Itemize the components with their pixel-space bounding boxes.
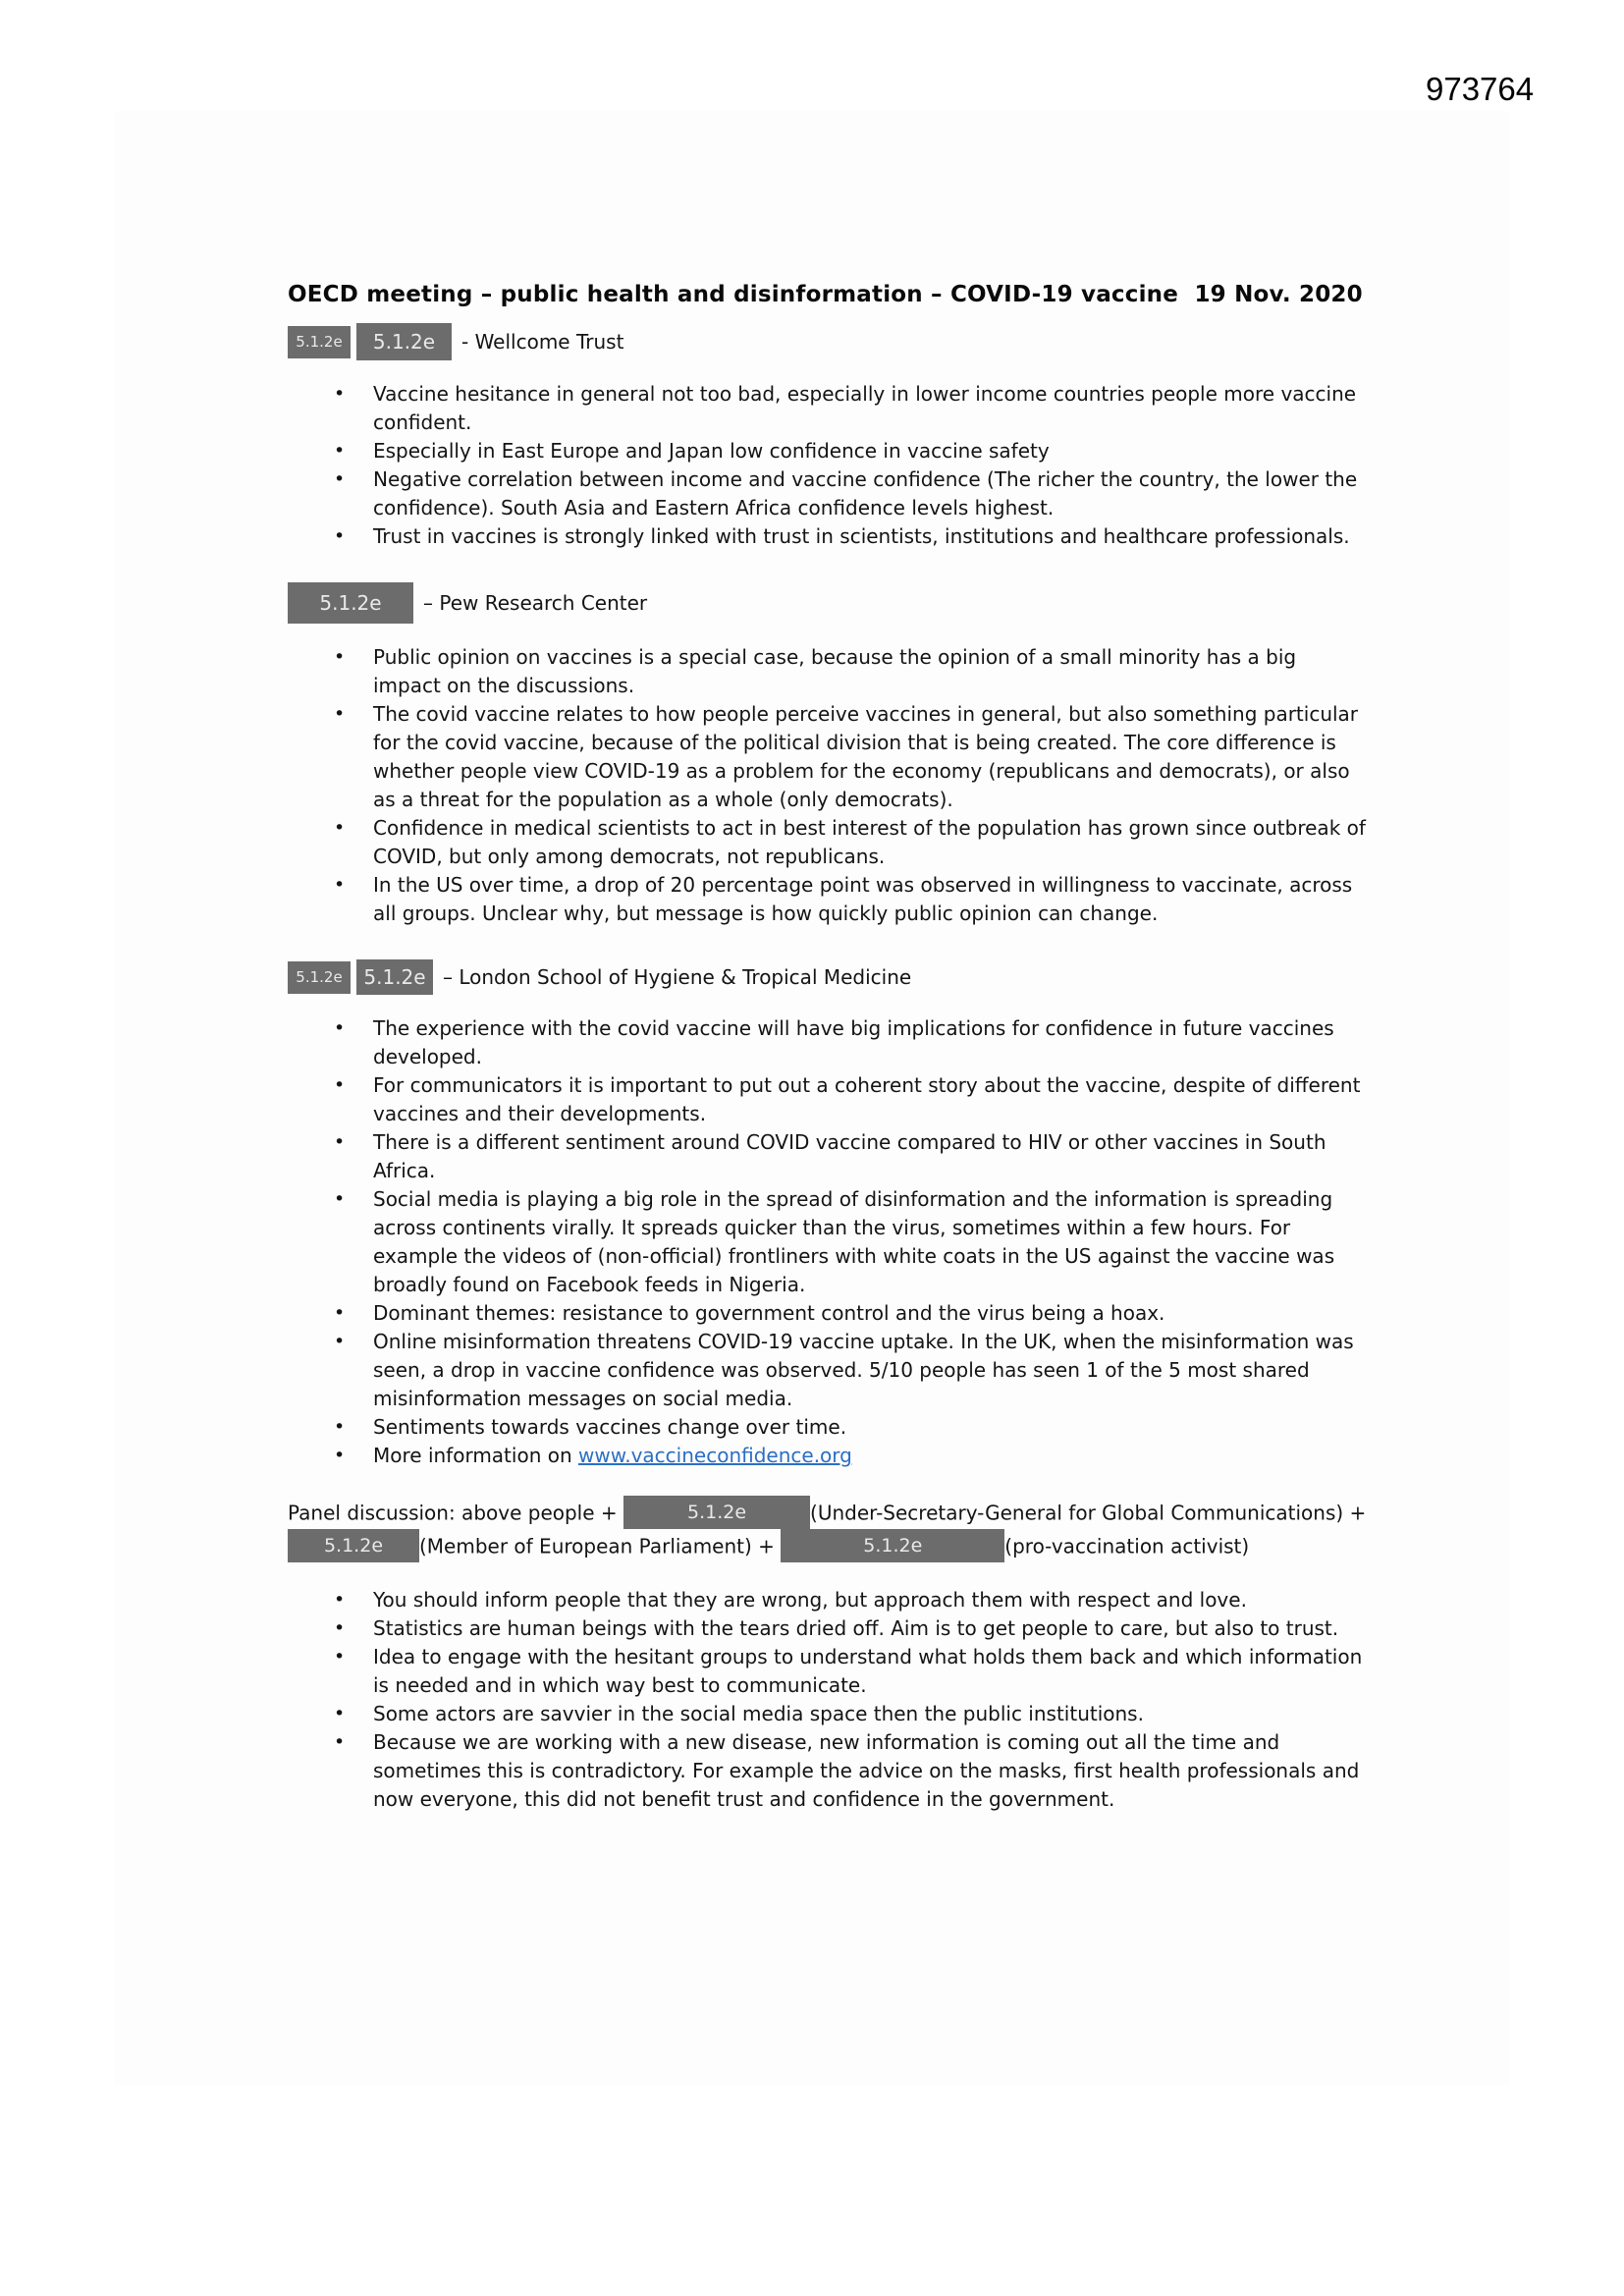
list-item bbox=[288, 1643, 1368, 1700]
section-header-london-school bbox=[288, 959, 1368, 995]
list-item bbox=[288, 380, 1368, 437]
section-header-wellcome-trust bbox=[288, 323, 1368, 360]
redaction-box: 5.1.2e bbox=[356, 323, 452, 360]
bullet-text: Public opinion on vaccines is a special case, because the opinion of a small minority has a big impact on the discussions. bbox=[373, 645, 1297, 697]
bullet-icon: • bbox=[334, 646, 346, 668]
section-label: - Wellcome Trust bbox=[461, 329, 624, 354]
section-label: – London School of Hygiene & Tropical Medicine bbox=[443, 964, 912, 989]
redaction-box: 5.1.2e bbox=[356, 959, 433, 995]
bullet-text-prefix: More information on bbox=[373, 1444, 578, 1467]
redaction-box: 5.1.2e bbox=[288, 582, 413, 624]
bullet-text: Some actors are savvier in the social media space then the public institutions. bbox=[373, 1702, 1144, 1725]
list-item bbox=[288, 643, 1368, 700]
bullet-icon: • bbox=[334, 383, 346, 405]
bullet-icon: • bbox=[334, 525, 346, 547]
list-item bbox=[288, 465, 1368, 522]
bullet-text: Especially in East Europe and Japan low confidence in vaccine safety bbox=[373, 439, 1050, 463]
list-item bbox=[288, 871, 1368, 928]
bullet-text bbox=[373, 1442, 1368, 1470]
list-item bbox=[288, 1442, 1368, 1470]
bullet-icon: • bbox=[334, 1331, 346, 1352]
bullet-text: In the US over time, a drop of 20 percentage point was observed in willingness to vaccinate, across all groups. Unclear why, but message is how quickly public opinion can change. bbox=[373, 873, 1353, 925]
document-content bbox=[288, 281, 1368, 1814]
panel-discussion-paragraph bbox=[288, 1498, 1368, 1564]
section-header-pew-research-center bbox=[288, 582, 1368, 624]
bullet-icon: • bbox=[334, 817, 346, 839]
bullet-text: Dominant themes: resistance to government control and the virus being a hoax. bbox=[373, 1301, 1165, 1325]
panel-text: Panel discussion: above people + bbox=[288, 1501, 624, 1525]
bullet-icon: • bbox=[334, 468, 346, 490]
bullet-icon: • bbox=[334, 1445, 346, 1466]
page-title: OECD meeting – public health and disinformation – COVID-19 vaccine 19 Nov. 2020 bbox=[288, 282, 1363, 307]
list-item bbox=[288, 814, 1368, 871]
list-item bbox=[288, 1614, 1368, 1643]
vaccineconfidence-link[interactable]: www.vaccineconfidence.org bbox=[578, 1444, 852, 1467]
list-item bbox=[288, 1185, 1368, 1299]
bullet-icon: • bbox=[334, 1646, 346, 1667]
bullet-icon: • bbox=[334, 1589, 346, 1611]
bullet-text: Idea to engage with the hesitant groups to understand what holds them back and which information is needed and in which way best to communicate. bbox=[373, 1645, 1363, 1697]
redaction-box: 5.1.2e bbox=[288, 326, 351, 358]
bullet-icon: • bbox=[334, 1074, 346, 1096]
bullet-icon: • bbox=[334, 1131, 346, 1153]
bullet-list-panel-discussion bbox=[288, 1586, 1368, 1814]
bullet-text: Statistics are human beings with the tears dried off. Aim is to get people to care, but also to trust. bbox=[373, 1616, 1339, 1640]
bullet-text: For communicators it is important to put out a coherent story about the vaccine, despite of different vaccines and their developments. bbox=[373, 1073, 1361, 1125]
list-item bbox=[288, 1328, 1368, 1413]
bullet-text: Sentiments towards vaccines change over time. bbox=[373, 1415, 847, 1439]
panel-text: (pro-vaccination activist) bbox=[1004, 1534, 1250, 1558]
bullet-icon: • bbox=[334, 1731, 346, 1753]
bullet-list-wellcome bbox=[288, 380, 1368, 551]
list-item bbox=[288, 1413, 1368, 1442]
bullet-text: Negative correlation between income and vaccine confidence (The richer the country, the lower the confidence). South Asia and Eastern Africa confidence levels highest. bbox=[373, 467, 1358, 519]
bullet-text: There is a different sentiment around COVID vaccine compared to HIV or other vaccines in South Africa. bbox=[373, 1130, 1326, 1182]
section-label: – Pew Research Center bbox=[423, 590, 648, 615]
bullet-icon: • bbox=[334, 1188, 346, 1210]
bullet-icon: • bbox=[334, 1703, 346, 1724]
bullet-icon: • bbox=[334, 1302, 346, 1324]
bullet-text: The covid vaccine relates to how people perceive vaccines in general, but also something particular for the covid vaccine, because of the political division that is being created. The core difference is whether people view COVID-19 as a problem for the economy (republicans and democrats), or also as a threat for the population as a whole (only democrats). bbox=[373, 702, 1359, 811]
bullet-text: Confidence in medical scientists to act in best interest of the population has grown since outbreak of COVID, but only among democrats, not republicans. bbox=[373, 816, 1366, 868]
page-number: 973764 bbox=[1426, 71, 1535, 107]
list-item bbox=[288, 1586, 1368, 1614]
bullet-text: Online misinformation threatens COVID-19 vaccine uptake. In the UK, when the misinformation was seen, a drop in vaccine confidence was observed. 5/10 people has seen 1 of the 5 most shared misinformation messages on social media. bbox=[373, 1330, 1354, 1410]
list-item bbox=[288, 1128, 1368, 1185]
list-item bbox=[288, 1700, 1368, 1728]
bullet-list-pew bbox=[288, 643, 1368, 928]
redaction-box: 5.1.2e bbox=[288, 961, 351, 994]
list-item bbox=[288, 1014, 1368, 1071]
list-item bbox=[288, 437, 1368, 465]
list-item bbox=[288, 1071, 1368, 1128]
bullet-icon: • bbox=[334, 440, 346, 462]
redaction-box: 5.1.2e bbox=[781, 1529, 1004, 1562]
panel-text: (Under-Secretary-General for Global Communications) + bbox=[810, 1501, 1367, 1525]
redaction-box: 5.1.2e bbox=[288, 1529, 419, 1562]
bullet-icon: • bbox=[334, 703, 346, 725]
bullet-icon: • bbox=[334, 1017, 346, 1039]
bullet-text: The experience with the covid vaccine will have big implications for confidence in future vaccines developed. bbox=[373, 1016, 1334, 1068]
list-item bbox=[288, 700, 1368, 814]
bullet-icon: • bbox=[334, 1416, 346, 1438]
redaction-box: 5.1.2e bbox=[623, 1496, 810, 1529]
panel-text: (Member of European Parliament) + bbox=[419, 1534, 782, 1558]
list-item bbox=[288, 522, 1368, 551]
bullet-text: Because we are working with a new disease, new information is coming out all the time and sometimes this is contradictory. For example the advice on the masks, first health professionals and now everyone, this did not benefit trust and confidence in the government. bbox=[373, 1730, 1360, 1811]
list-item bbox=[288, 1728, 1368, 1814]
list-item bbox=[288, 1299, 1368, 1328]
bullet-text: Trust in vaccines is strongly linked with trust in scientists, institutions and healthcare professionals. bbox=[373, 524, 1350, 548]
bullet-icon: • bbox=[334, 1617, 346, 1639]
bullet-icon: • bbox=[334, 874, 346, 896]
bullet-list-london-school bbox=[288, 1014, 1368, 1470]
bullet-text: You should inform people that they are wrong, but approach them with respect and love. bbox=[373, 1588, 1247, 1612]
bullet-text: Vaccine hesitance in general not too bad, especially in lower income countries people more vaccine confident. bbox=[373, 382, 1357, 434]
bullet-text: Social media is playing a big role in the spread of disinformation and the information is spreading across continents virally. It spreads quicker than the virus, sometimes within a few hours. For example the videos of (non-official) frontliners with white coats in the US against the vaccine was broadly found on Facebook feeds in Nigeria. bbox=[373, 1187, 1335, 1296]
